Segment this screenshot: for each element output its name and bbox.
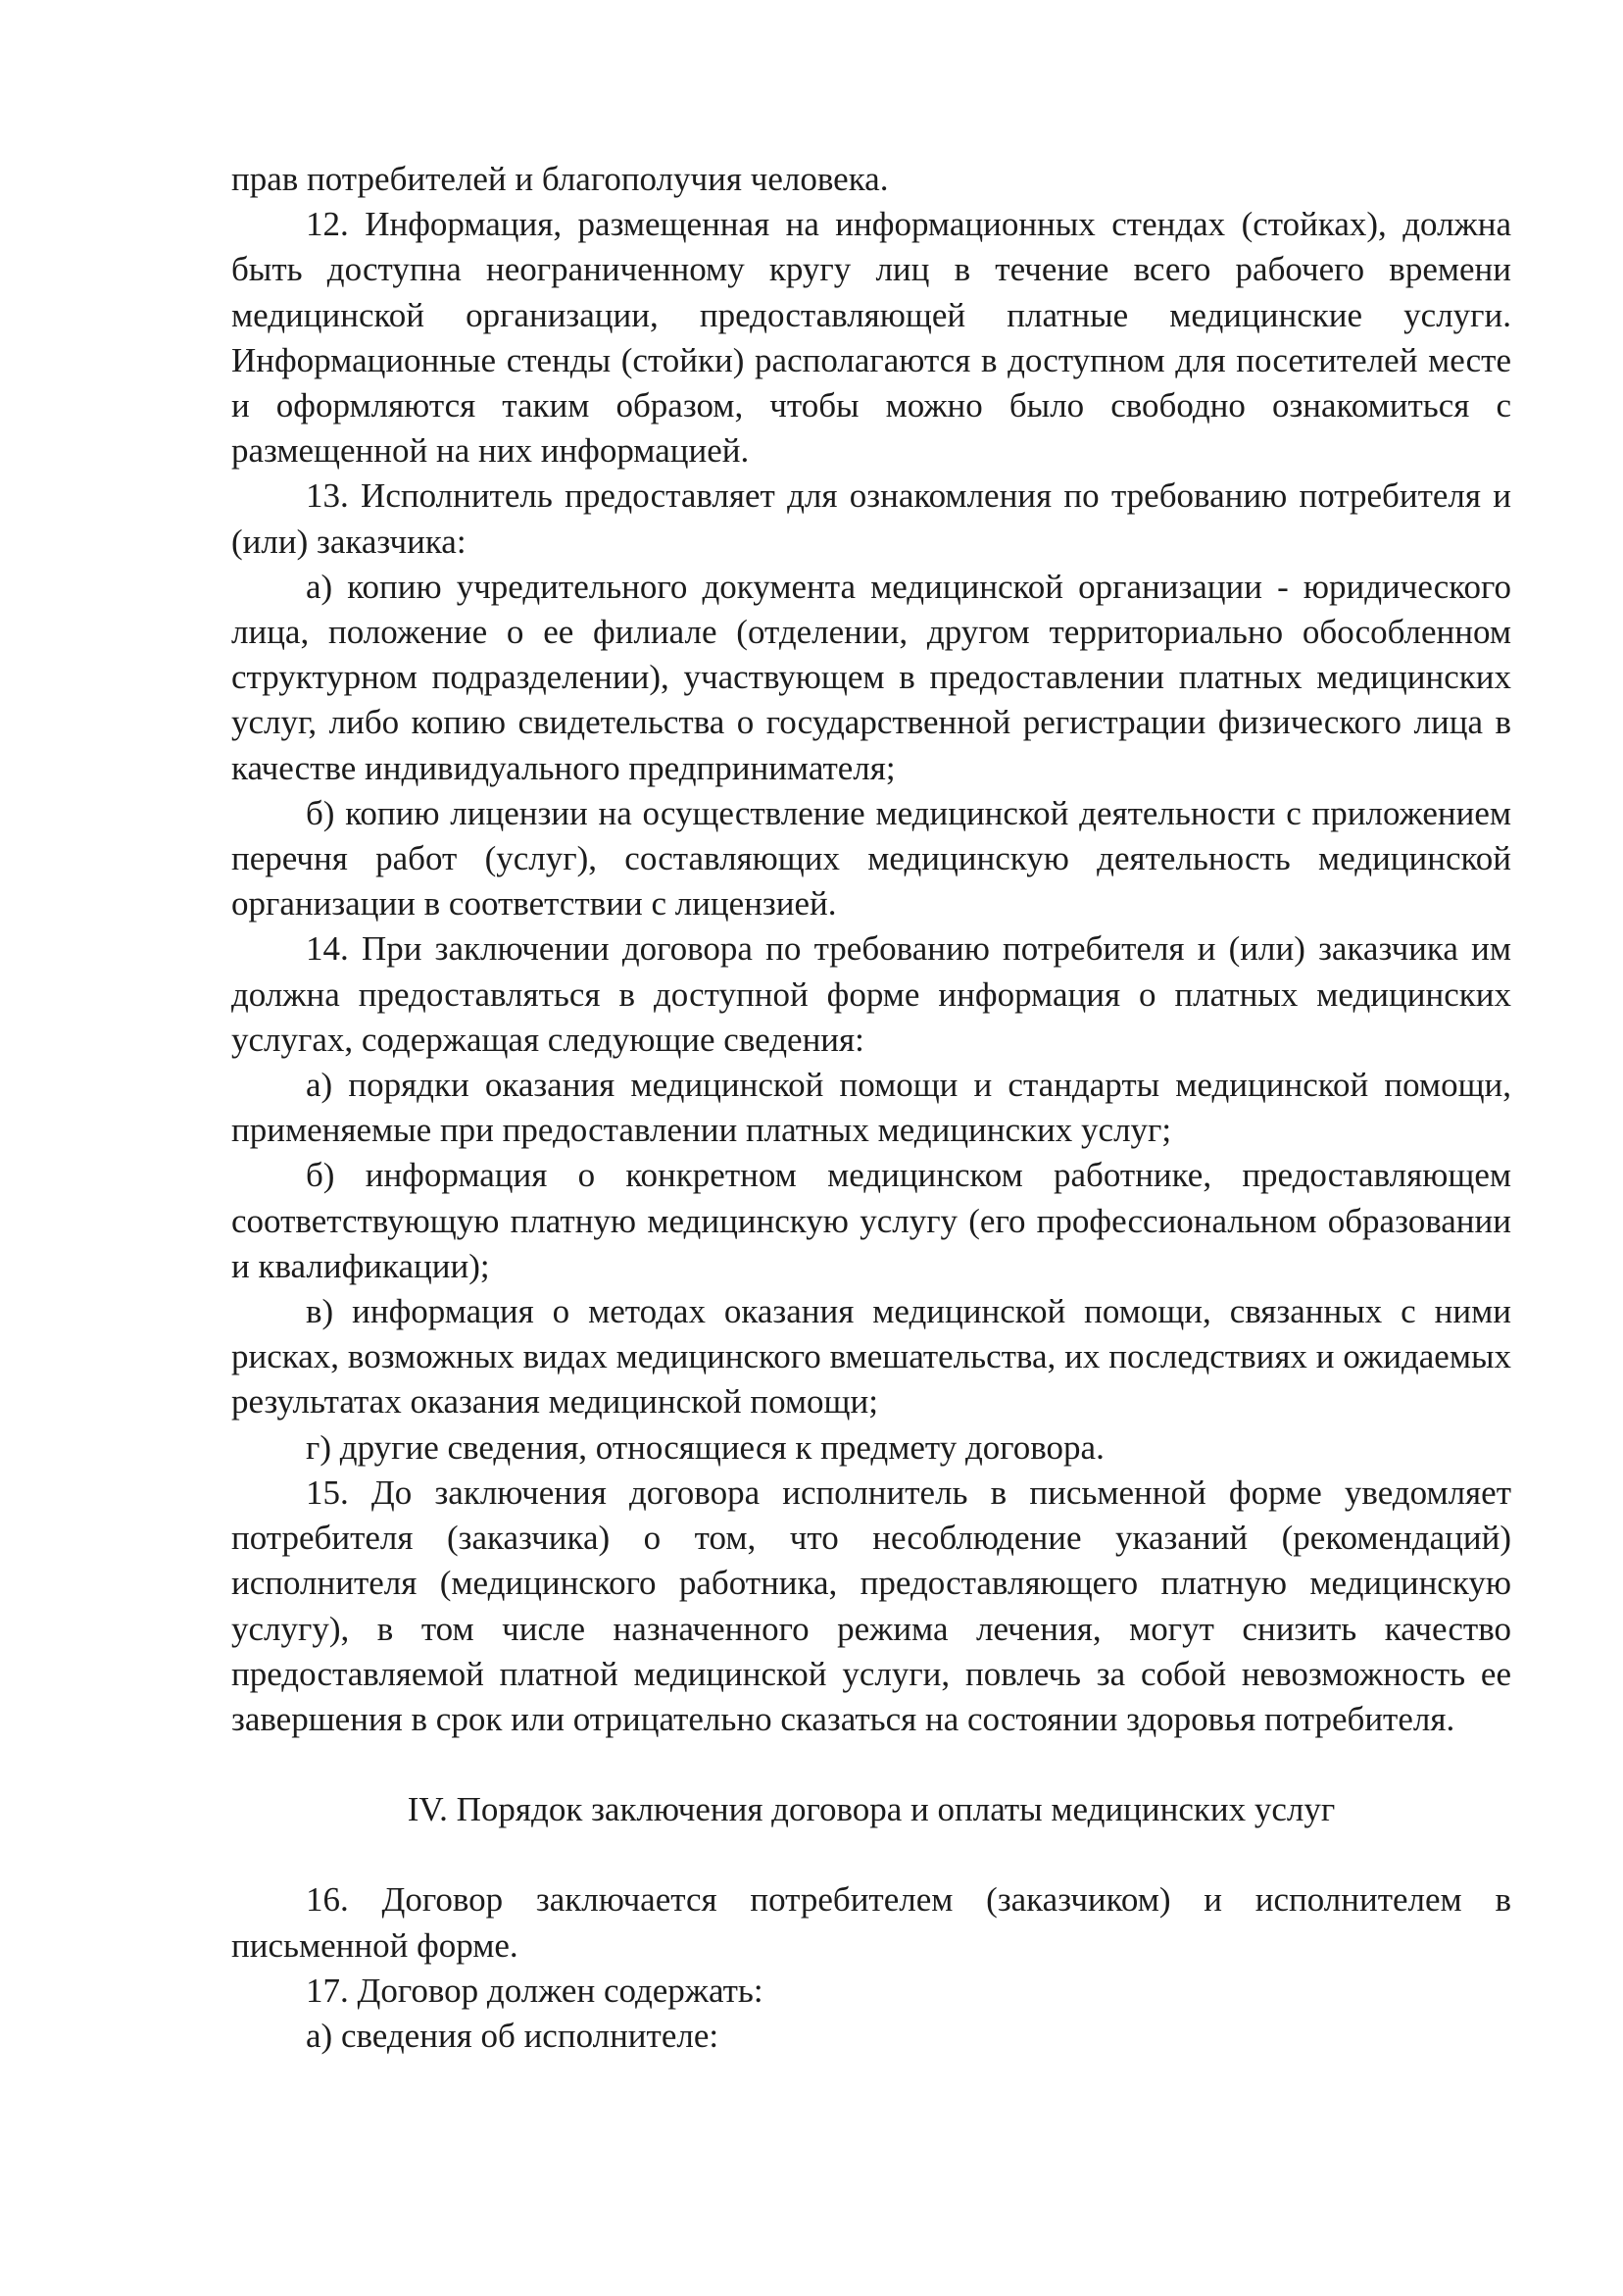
paragraph-continuation: прав потребителей и благополучия человека. (231, 160, 889, 198)
paragraph-14-a: а) порядки оказания медицинской помощи и стандарты медицинской помощи, применяемые при предоставлении платных медицинских услуг; (231, 1066, 1511, 1150)
paragraph-13-b: б) копию лицензии на осуществление медицинской деятельности с приложением перечня работ (услуг), составляющих медицинскую деятельность медицинской организации в соответствии с лицензией. (231, 793, 1511, 923)
paragraph-12: 12. Информация, размещенная на информационных стендах (стойках), должна быть доступна неограниченному кругу лиц в течение всего рабочего времени медицинской организации, предоставляющей платные медицинские услуги. Информационные стенды (стойки) располагаются в доступном для посетителей месте и оформляются таким образом, чтобы можно было свободно ознакомиться с размещенной на них информацией. (231, 205, 1511, 471)
section-heading: IV. Порядок заключения договора и оплаты медицинских услуг (407, 1790, 1336, 1829)
paragraph-17-a: а) сведения об исполнителе: (306, 2016, 719, 2055)
paragraph-14-v: в) информация о методах оказания медицинской помощи, связанных с ними рисках, возможных видах медицинского вмешательства, их последствиях и ожидаемых результатах оказания медицинской помощи; (231, 1292, 1511, 1422)
paragraph-16: 16. Договор заключается потребителем (заказчиком) и исполнителем в письменной форме. (231, 1880, 1511, 1965)
paragraph-13-a: а) копию учредительного документа медицинской организации - юридического лица, положение о ее филиале (отделении, другом территориально обособленном структурном подразделении), участвующем в предоставлении платных медицинских услуг, либо копию свидетельства о государственной регистрации физического лица в качестве индивидуального предпринимателя; (231, 567, 1511, 787)
paragraph-14-g: г) другие сведения, относящиеся к предмету договора. (306, 1427, 1105, 1467)
paragraph-14-b: б) информация о конкретном медицинском работнике, предоставляющем соответствующую платную медицинскую услугу (его профессиональном образовании и квалификации); (231, 1156, 1511, 1285)
paragraph-15: 15. До заключения договора исполнитель в письменной форме уведомляет потребителя (заказчика) о том, что несоблюдение указаний (рекомендаций) исполнителя (медицинского работника, предоставляющего платную медицинскую услугу), в том числе назначенного режима лечения, могут снизить качество предоставляемой платной медицинской услуги, повлечь за собой невозможность ее завершения в срок или отрицательно сказаться на состоянии здоровья потребителя. (231, 1472, 1511, 1738)
paragraph-14: 14. При заключении договора по требованию потребителя и (или) заказчика им должна предоставляться в доступной форме информация о платных медицинских услугах, содержащая следующие сведения: (231, 929, 1511, 1059)
paragraph-13: 13. Исполнитель предоставляет для ознакомления по требованию потребителя и (или) заказчика: (231, 476, 1511, 561)
paragraph-17: 17. Договор должен содержать: (306, 1971, 763, 2010)
document-body (231, 157, 1511, 2059)
